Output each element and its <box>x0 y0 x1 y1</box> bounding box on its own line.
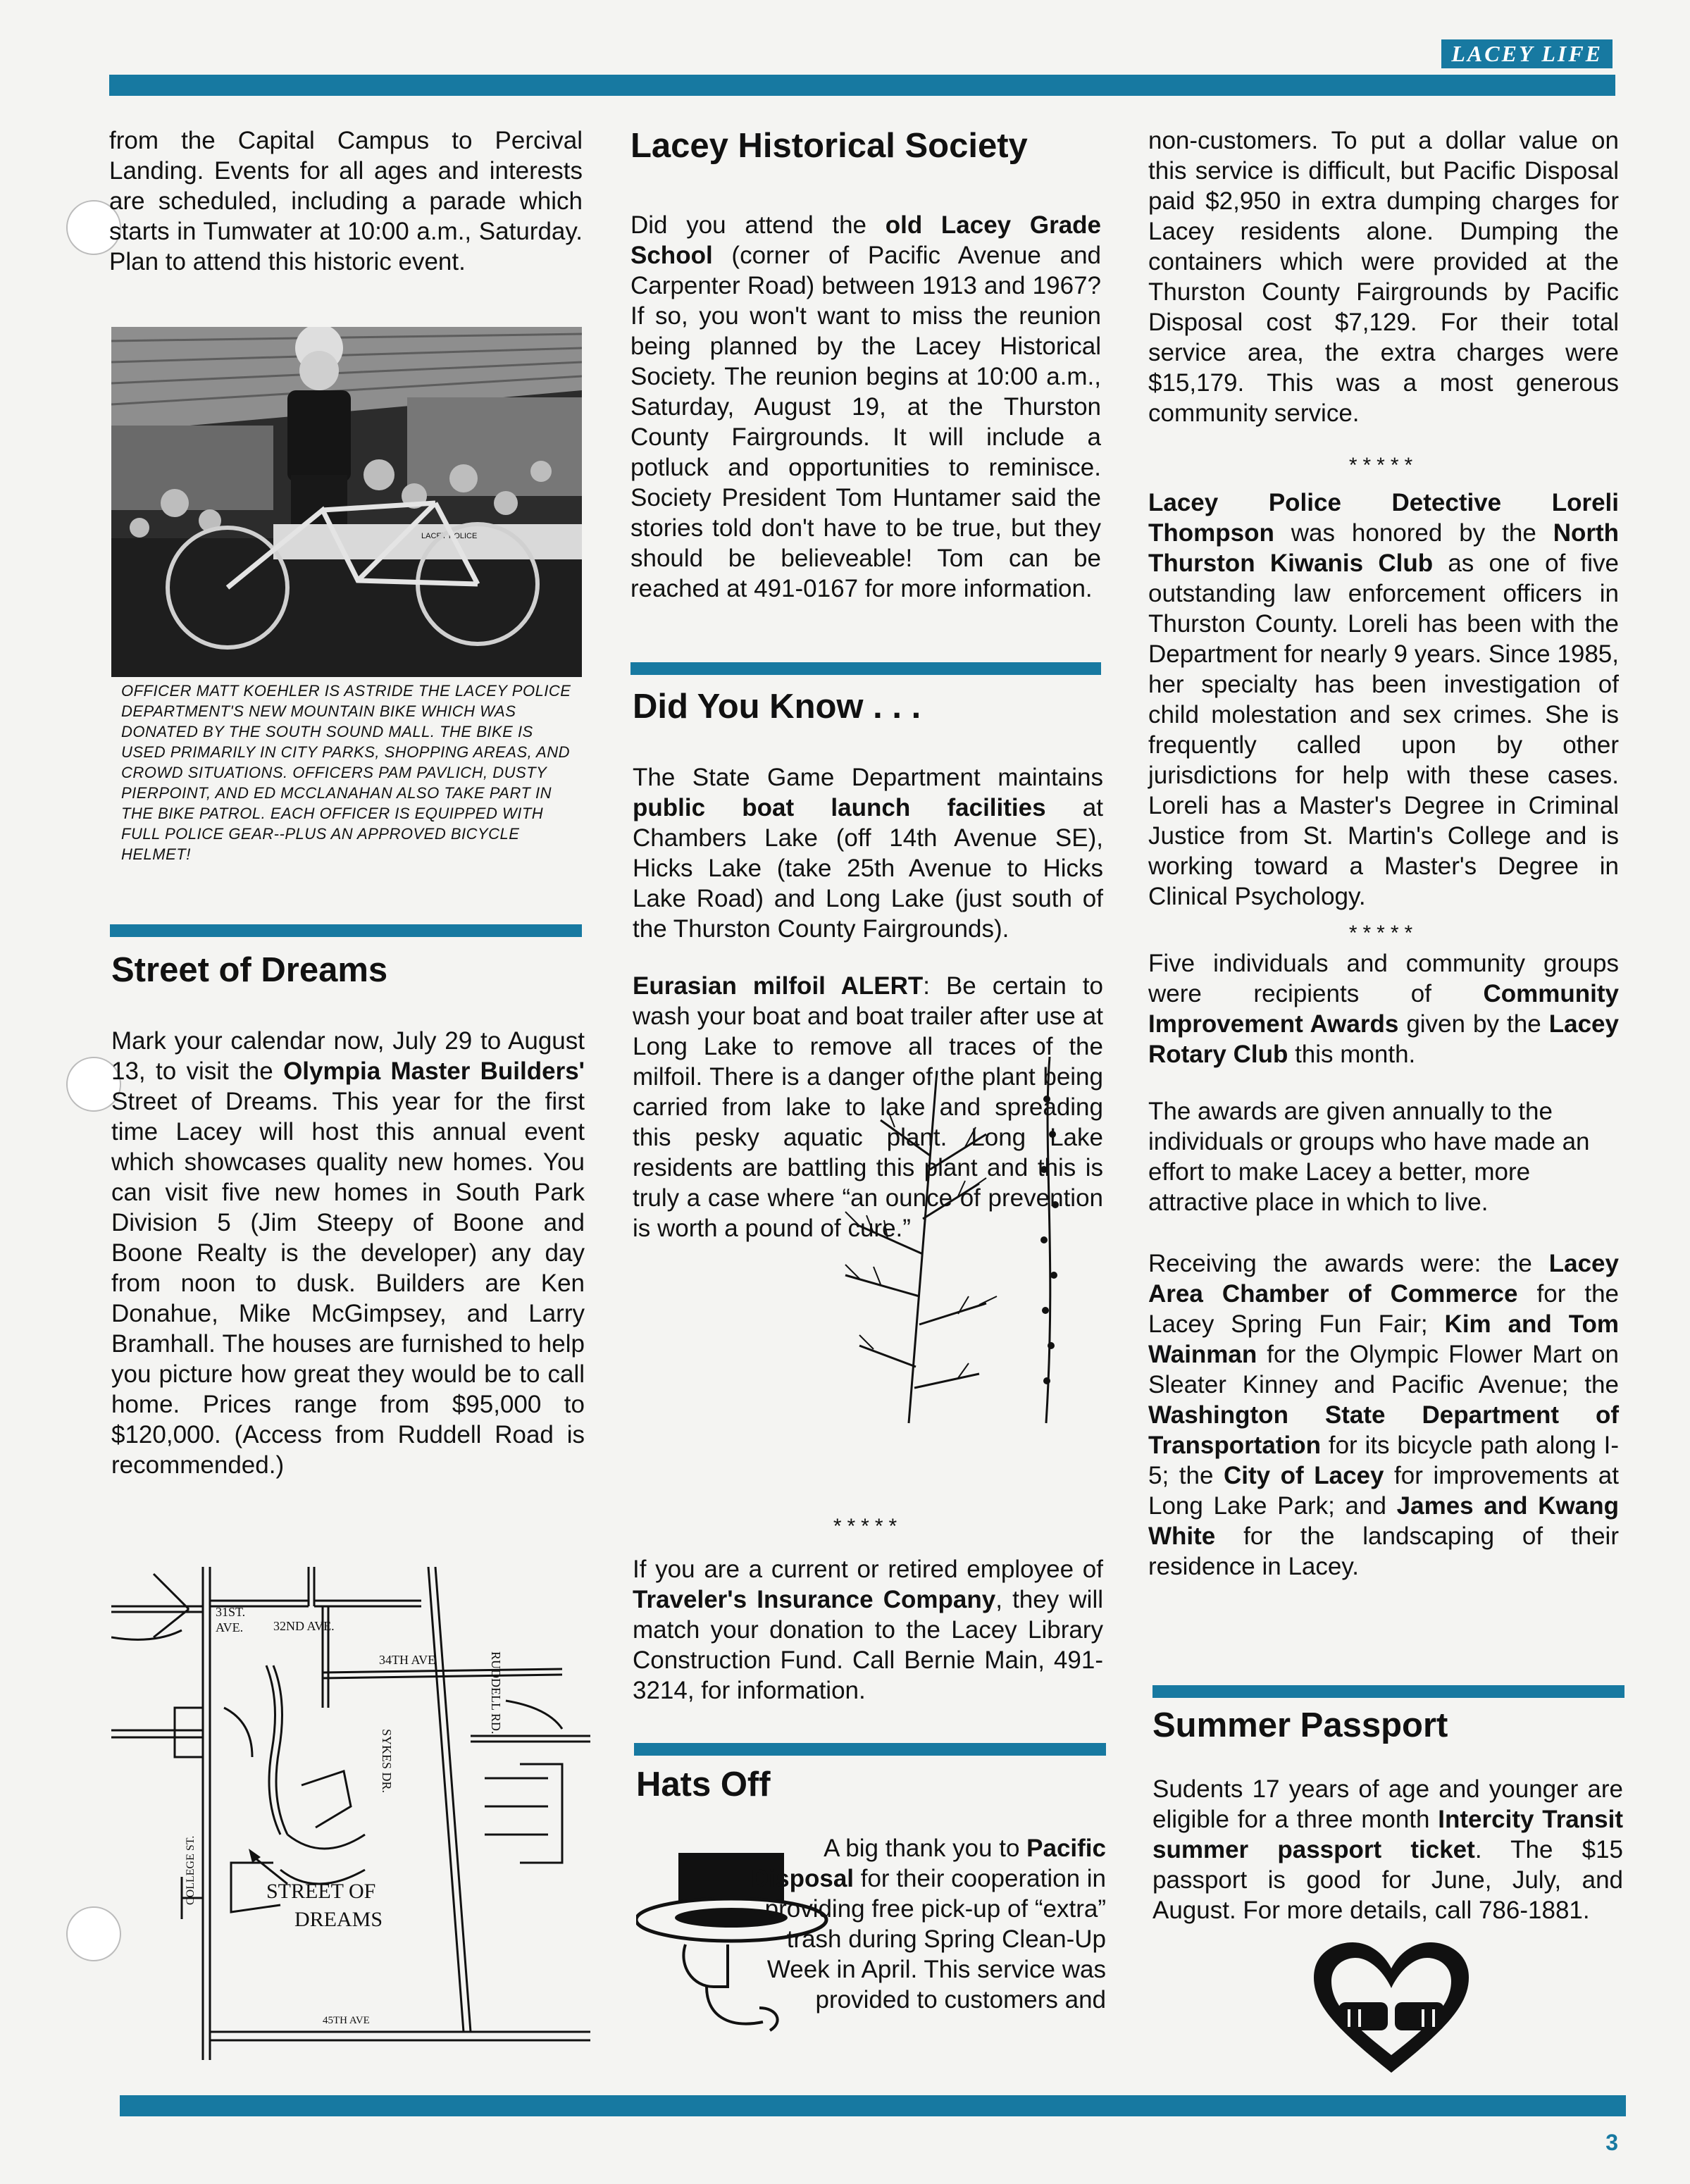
milfoil-text-1: : Be certain to wash your boat and boat trailer after use at Long Lake to remove all traces of the milfoil. There is a danger of the plant being carried from lake to lake and spreading this pesky aquatic plant. Long Lake residents are battling this plant and this is truly a case where “an ounce of prevention is worth a pound of cure.” <box>633 972 1104 1242</box>
street-of-dreams-rule <box>110 924 582 937</box>
street-of-dreams-text <box>111 1026 585 1480</box>
right-stars-1: ***** <box>1348 454 1419 477</box>
recv-text-4: for its bicycle path along I-5; the <box>1148 1432 1619 1489</box>
milfoil-bold-alert: Eurasian milfoil ALERT <box>633 972 924 1000</box>
hats-off-text-block <box>733 1833 1106 2015</box>
police-text-2: as one of five outstanding law enforcement officers in Thurston County. Loreli has been with the Department for nearly 9 years. Since 1985, her specialty has been investigation of child molestation and sex crimes. She is frequently called upon by other jurisdictions for help with these cases. Loreli has a Master's Degree in Criminal Justice from St. Martin's College and is working toward a Master's Degree in Clinical Psychology. <box>1148 550 1619 910</box>
recv-text-3: for the Olympic Flower Mart on Sleater Kinney and Pacific Avenue; the <box>1148 1341 1619 1398</box>
left-column <box>109 125 583 277</box>
summer-passport-rule <box>1152 1685 1624 1698</box>
recv-bold-white: James and Kwang White <box>1148 1492 1619 1550</box>
map-label-31st: 31ST. <box>216 1605 246 1619</box>
awards-text-1: Five individuals and community groups were recipients of <box>1148 950 1619 1007</box>
photo-illustration <box>111 327 582 677</box>
awards-given-text: The awards are given annually to the individuals or groups who have made an effort to make Lacey a better, more attractive place in which to live. <box>1148 1098 1590 1216</box>
map-label-45th: 45TH AVE <box>323 2015 370 2026</box>
map-label-street-of: STREET OF <box>266 1880 376 1903</box>
dyk-text-1: The State Game Department maintains <box>633 764 1103 791</box>
middle-stars: ***** <box>833 1515 903 1538</box>
police-bold-name: Lacey Police Detective Loreli Thompson <box>1148 489 1619 547</box>
summer-passport-section <box>1152 1705 1623 1925</box>
recv-text-6: for the landscaping of their residence in Lacey. <box>1148 1522 1619 1580</box>
heart-logo-svg <box>1310 1939 1472 2080</box>
recv-bold-wsdot: Washington State Department of Transportation <box>1148 1401 1619 1459</box>
hats-off-text <box>733 1833 1106 2015</box>
photo-caption: OFFICER MATT KOEHLER IS ASTRIDE THE LACEY POLICE DEPARTMENT'S NEW MOUNTAIN BIKE WHICH WAS DONATED BY THE SOUTH SOUND MALL. THE BIKE IS USED PRIMARILY IN CITY PARKS, SHOPPING AREAS, AND CROWD SITUATIONS. OFFICERS PAM PAVLICH, DUSTY PIERPOINT, AND ED MCCLANAHAN ALSO TAKE PART IN THE BIKE PATROL. EACH OFFICER IS EQUIPPED WITH FULL POLICE GEAR--PLUS AN APPROVED BICYCLE HELMET! <box>121 682 571 863</box>
dyk-text-2: at Chambers Lake (off 14th Avenue SE), Hicks Lake (take 25th Avenue to Hicks Lake Road) and Long Lake (just south of the Thurston County Fairgrounds). <box>633 794 1103 943</box>
awards-bold-community: Community Improvement Awards <box>1148 980 1619 1038</box>
photo-caption-block <box>121 681 572 864</box>
travelers-section <box>633 1515 1103 1706</box>
pass-text-2: . The $15 passport is good for June, July, and August. For more details, call 786-1881. <box>1152 1836 1623 1924</box>
travelers-text-2: , they will match your donation to the Lacey Library Construction Fund. Call Bernie Main, 491-3214, for information. <box>633 1586 1104 1704</box>
page-number: 3 <box>1605 2130 1618 2155</box>
map-label-dreams: DREAMS <box>294 1908 383 1931</box>
pass-bold-ticket: Intercity Transit summer passport ticket <box>1152 1806 1624 1863</box>
pacific-disposal-continued: non-customers. To put a dollar value on this service is difficult, but Pacific Disposal paid $2,950 in extra dumping charges for Lacey residents alone. Dumping the containers which were provided at the Thurston County Fairgrounds by Pacific Disposal cost $7,129. For their total service area, the extra charges were $15,179. This was a most generous community service. <box>1148 127 1619 427</box>
hats-off-title: Hats Off <box>636 1766 771 1804</box>
dreams-text-1: Mark your calendar now, July 29 to August 13, to visit the <box>111 1027 585 1085</box>
hats-text-1: A big thank you to <box>824 1835 1027 1862</box>
did-you-know-title: Did You Know . . . <box>633 688 921 726</box>
recipients-text <box>1148 1248 1619 1582</box>
police-bike-photo <box>111 327 582 677</box>
hist-bold-school: old Lacey Grade School <box>630 211 1101 269</box>
street-map-svg <box>111 1567 590 2060</box>
summer-passport-title: Summer Passport <box>1152 1706 1448 1744</box>
recv-text-1: Receiving the awards were: the <box>1148 1250 1549 1277</box>
bottom-bar <box>120 2095 1626 2116</box>
intro-text: from the Capital Campus to Percival Landing. Events for all ages and interests are scheduled, including a parade which starts in Tumwater at 10:00 a.m., Saturday. Plan to attend this historic event. <box>109 127 583 275</box>
did-you-know-section <box>633 686 1103 944</box>
recv-text-2: for the Lacey Spring Fun Fair; <box>1148 1280 1620 1338</box>
right-column <box>1148 125 1619 1582</box>
dreams-text-2: Street of Dreams. This year for the first time Lacey will host this annual event which showcases quality new homes. You can visit five new homes in South Park Division 5 (Jim Steepy of Boone and Boone Realty is the developer) any day from noon to dusk. Builders are Ken Donahue, Mike McGimpsey, and Larry Bramhall. The houses are furnished to help you picture how great they would be to call home. Prices range from $95,000 to $120,000. (Access from Ruddell Road is recommended.) <box>111 1088 585 1479</box>
hats-bold-disposal: Pacific Disposal <box>751 1835 1106 1892</box>
travelers-text-1: If you are a current or retired employee of <box>633 1556 1103 1583</box>
police-text-1: was honored by the <box>1274 519 1553 547</box>
photo-sign-text: LACEY POLICE <box>421 532 478 540</box>
map-label-32nd: 32ND AVE. <box>273 1619 335 1633</box>
hist-text-1: Did you attend the <box>630 211 886 239</box>
summer-passport-text <box>1152 1774 1623 1925</box>
did-you-know-text <box>633 762 1103 944</box>
milfoil-section <box>633 971 1103 1243</box>
recv-bold-city: City of Lacey <box>1223 1462 1384 1489</box>
hist-text-2: (corner of Pacific Avenue and Carpenter Road) between 1913 and 1967? If so, you won't want to miss the reunion being planned by the Lacey Historical Society. The reunion begins at 10:00 a.m., Saturday, August 19, at the Thurston County Fairgrounds. It will include a potluck and opportunities to reminisce. Society President Tom Huntamer said the stories told don't have to be true, but they should be believeable! Tom can be reached at 491-0167 for more information. <box>630 242 1101 602</box>
recv-bold-wainman: Kim and Tom Wainman <box>1148 1310 1620 1368</box>
recv-bold-chamber: Lacey Area Chamber of Commerce <box>1148 1250 1619 1308</box>
travelers-bold-company: Traveler's Insurance Company <box>633 1586 996 1613</box>
hats-text-2: for their cooperation in providing free pick-up of “extra” trash during Spring Clean-Up Week in April. This service was provided to customers and <box>764 1865 1106 2014</box>
awards-bold-rotary: Lacey Rotary Club <box>1148 1010 1619 1068</box>
right-stars-2: ***** <box>1348 922 1419 945</box>
awards-text <box>1148 948 1619 1069</box>
map-label-ave: AVE. <box>216 1620 244 1634</box>
police-detective-text <box>1148 488 1619 912</box>
did-you-know-rule <box>630 662 1101 675</box>
map-label-college: COLLEGE ST. <box>185 1835 197 1905</box>
milfoil-text <box>633 971 1103 1243</box>
map-label-34th: 34TH AVE <box>379 1653 436 1667</box>
transit-heart-logo <box>1310 1939 1472 2080</box>
dyk-bold-launch: public boat launch facilities <box>633 794 1046 821</box>
historical-title: Lacey Historical Society <box>630 127 1028 165</box>
historical-text <box>630 210 1101 604</box>
street-of-dreams-section <box>111 950 585 1480</box>
brand-logo: LACEY LIFE <box>1441 39 1613 68</box>
map-label-ruddell: RUDDELL RD. <box>489 1651 503 1735</box>
police-bold-kiwanis: North Thurston Kiwanis Club <box>1148 519 1619 577</box>
hats-off-section <box>636 1764 1107 1805</box>
awards-text-2: given by the <box>1398 1010 1549 1038</box>
historical-section <box>630 125 1101 604</box>
recv-text-5: for improvements at Long Lake Park; and <box>1148 1462 1619 1520</box>
top-bar <box>109 75 1615 96</box>
hats-off-rule <box>634 1743 1106 1756</box>
travelers-text <box>633 1554 1103 1706</box>
street-map <box>111 1567 590 2060</box>
dreams-bold-omb: Olympia Master Builders' <box>283 1057 585 1085</box>
map-label-sykes: SYKES DR. <box>380 1729 394 1794</box>
awards-text-3: this month. <box>1288 1041 1416 1068</box>
street-of-dreams-title: Street of Dreams <box>111 951 388 989</box>
pass-text-1: Sudents 17 years of age and younger are eligible for a three month <box>1152 1775 1623 1833</box>
